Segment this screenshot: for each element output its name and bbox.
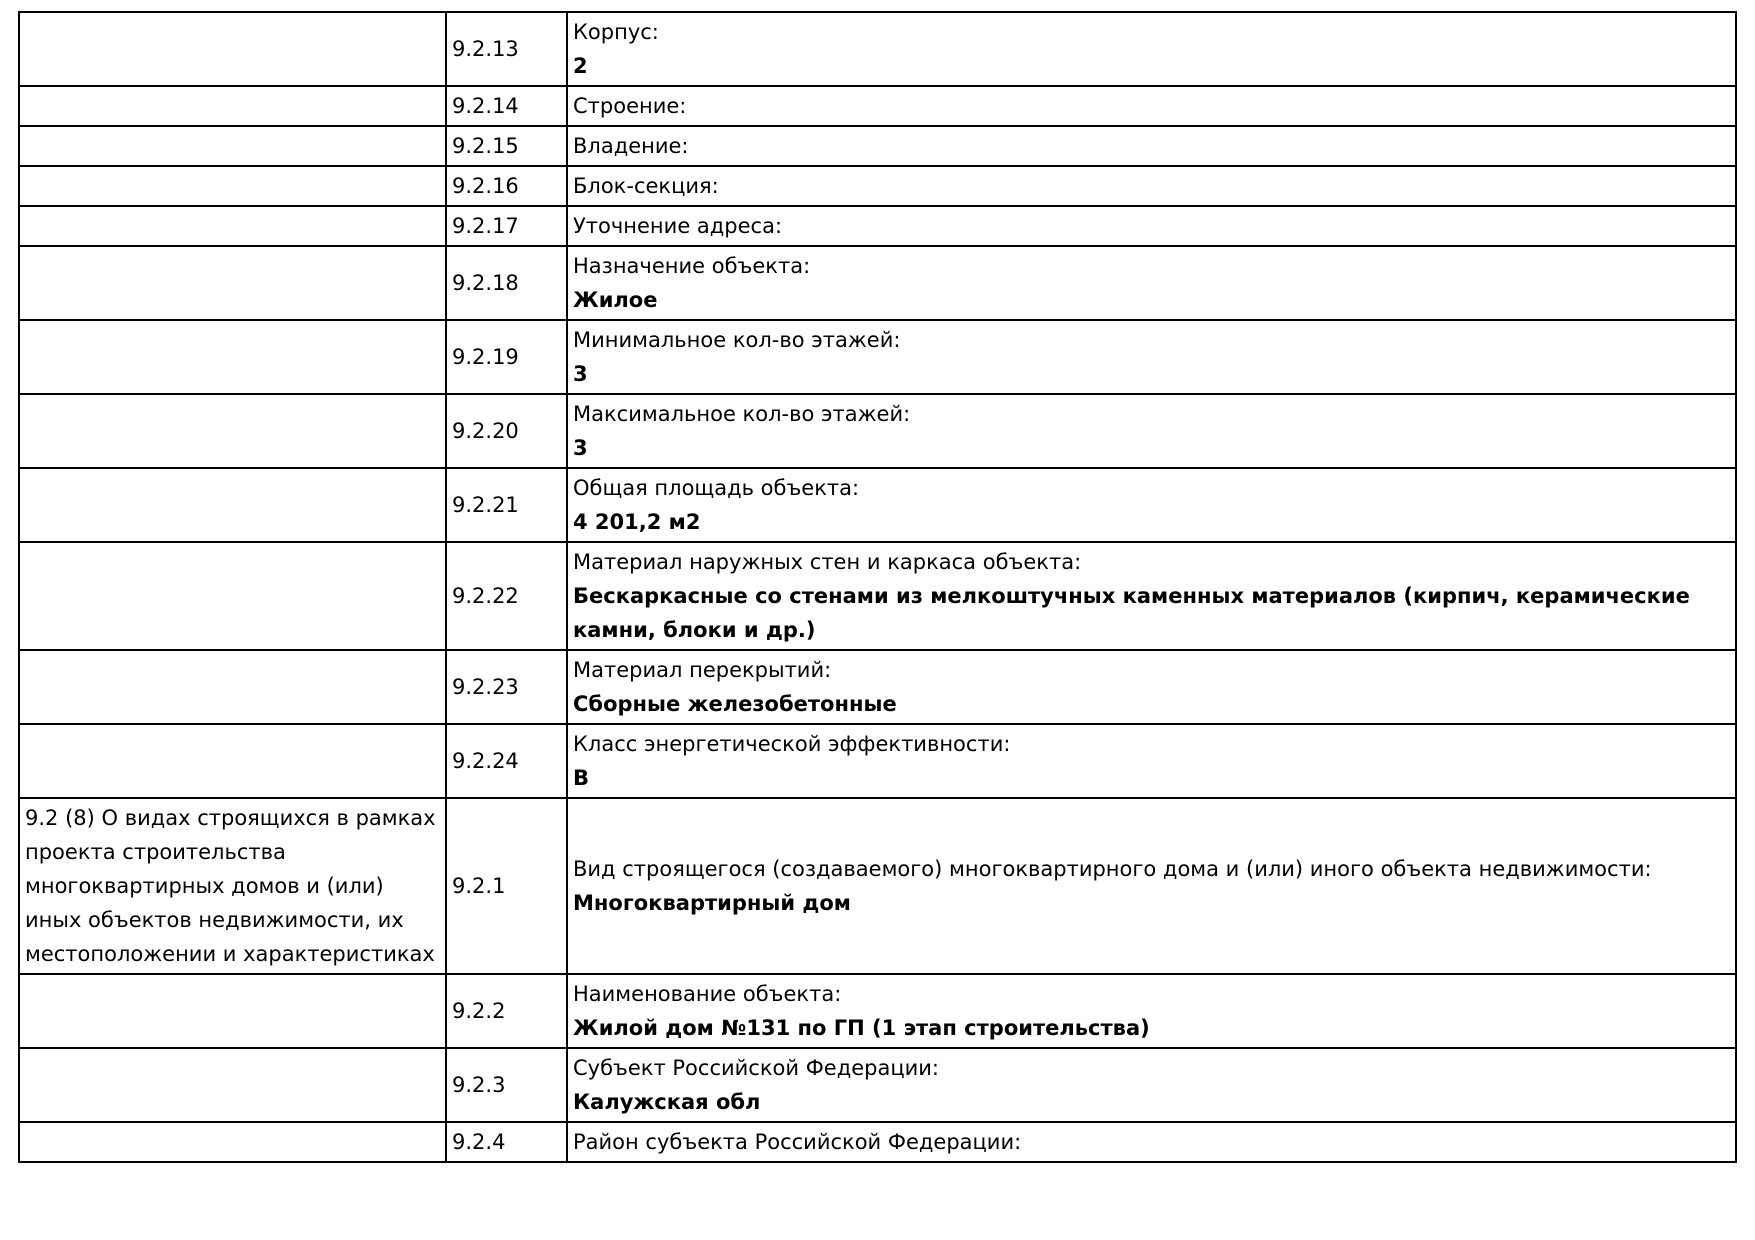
code-cell xyxy=(446,724,567,798)
table-row xyxy=(19,724,1736,798)
row-code: 9.2.21 xyxy=(452,493,519,517)
table-row xyxy=(19,1122,1736,1162)
field-label: Строение: xyxy=(573,94,687,118)
section-cell xyxy=(19,798,446,974)
field-cell xyxy=(567,12,1736,86)
table-row xyxy=(19,468,1736,542)
section-cell xyxy=(19,468,446,542)
code-cell xyxy=(446,166,567,206)
row-code: 9.2.24 xyxy=(452,749,519,773)
section-cell xyxy=(19,974,446,1048)
document-page xyxy=(18,11,1737,1163)
field-cell xyxy=(567,798,1736,974)
section-cell xyxy=(19,724,446,798)
section-cell xyxy=(19,542,446,650)
field-label: Вид строящегося (создаваемого) многоквартирного дома и (или) иного объекта недвижимости: xyxy=(573,857,1652,881)
section-cell xyxy=(19,86,446,126)
field-label: Класс энергетической эффективности: xyxy=(573,732,1011,756)
field-label: Материал наружных стен и каркаса объекта: xyxy=(573,550,1082,574)
row-code: 9.2.1 xyxy=(452,874,506,898)
section-cell xyxy=(19,1122,446,1162)
code-cell xyxy=(446,206,567,246)
field-cell xyxy=(567,166,1736,206)
table-row xyxy=(19,246,1736,320)
field-label: Владение: xyxy=(573,134,689,158)
field-label: Материал перекрытий: xyxy=(573,658,832,682)
section-cell xyxy=(19,246,446,320)
section-cell xyxy=(19,320,446,394)
field-value: Сборные железобетонные xyxy=(573,692,897,716)
field-cell xyxy=(567,246,1736,320)
table-row xyxy=(19,650,1736,724)
code-cell xyxy=(446,1048,567,1122)
field-cell xyxy=(567,724,1736,798)
field-label: Корпус: xyxy=(573,20,659,44)
field-label: Общая площадь объекта: xyxy=(573,476,860,500)
field-value: Жилой дом №131 по ГП (1 этап строительства) xyxy=(573,1016,1150,1040)
field-value: В xyxy=(573,766,590,790)
table-row xyxy=(19,206,1736,246)
row-code: 9.2.22 xyxy=(452,584,519,608)
row-code: 9.2.20 xyxy=(452,419,519,443)
field-label: Минимальное кол-во этажей: xyxy=(573,328,901,352)
field-label: Наименование объекта: xyxy=(573,982,842,1006)
declaration-table xyxy=(18,11,1737,1163)
code-cell xyxy=(446,320,567,394)
field-cell xyxy=(567,86,1736,126)
section-cell xyxy=(19,206,446,246)
row-code: 9.2.18 xyxy=(452,271,519,295)
code-cell xyxy=(446,542,567,650)
table-row xyxy=(19,1048,1736,1122)
field-value: Многоквартирный дом xyxy=(573,891,851,915)
code-cell xyxy=(446,650,567,724)
field-cell xyxy=(567,1048,1736,1122)
field-value: 3 xyxy=(573,362,588,386)
section-cell xyxy=(19,650,446,724)
row-code: 9.2.14 xyxy=(452,94,519,118)
field-label: Уточнение адреса: xyxy=(573,214,783,238)
code-cell xyxy=(446,394,567,468)
field-cell xyxy=(567,542,1736,650)
field-cell xyxy=(567,650,1736,724)
field-value: Жилое xyxy=(573,288,658,312)
code-cell xyxy=(446,12,567,86)
row-code: 9.2.15 xyxy=(452,134,519,158)
row-code: 9.2.3 xyxy=(452,1073,506,1097)
field-label: Максимальное кол-во этажей: xyxy=(573,402,911,426)
field-label: Район субъекта Российской Федерации: xyxy=(573,1130,1022,1154)
field-cell xyxy=(567,468,1736,542)
table-row xyxy=(19,542,1736,650)
table-row xyxy=(19,86,1736,126)
field-label: Назначение объекта: xyxy=(573,254,811,278)
field-cell xyxy=(567,206,1736,246)
field-value: Калужская обл xyxy=(573,1090,761,1114)
row-code: 9.2.17 xyxy=(452,214,519,238)
section-cell xyxy=(19,166,446,206)
table-row xyxy=(19,12,1736,86)
section-cell xyxy=(19,12,446,86)
row-code: 9.2.19 xyxy=(452,345,519,369)
field-value: 3 xyxy=(573,436,588,460)
field-value: 2 xyxy=(573,54,588,78)
code-cell xyxy=(446,1122,567,1162)
table-row xyxy=(19,394,1736,468)
table-row xyxy=(19,166,1736,206)
code-cell xyxy=(446,86,567,126)
field-value: Бескаркасные со стенами из мелкоштучных каменных материалов (кирпич, керамические камни, блоки и др.) xyxy=(573,584,1690,642)
table-row xyxy=(19,798,1736,974)
table-row xyxy=(19,974,1736,1048)
field-cell xyxy=(567,394,1736,468)
code-cell xyxy=(446,468,567,542)
code-cell xyxy=(446,126,567,166)
table-body xyxy=(19,12,1736,1162)
row-code: 9.2.16 xyxy=(452,174,519,198)
row-code: 9.2.23 xyxy=(452,675,519,699)
code-cell xyxy=(446,798,567,974)
field-cell xyxy=(567,320,1736,394)
code-cell xyxy=(446,246,567,320)
field-cell xyxy=(567,1122,1736,1162)
section-title: 9.2 (8) О видах строящихся в рамках проекта строительства многоквартирных домов и (или) иных объектов недвижимости, их местоположении и характеристиках xyxy=(25,806,436,966)
row-code: 9.2.4 xyxy=(452,1130,506,1154)
field-label: Субъект Российской Федерации: xyxy=(573,1056,939,1080)
field-cell xyxy=(567,126,1736,166)
field-label: Блок-секция: xyxy=(573,174,719,198)
field-value: 4 201,2 м2 xyxy=(573,510,701,534)
section-cell xyxy=(19,1048,446,1122)
table-row xyxy=(19,320,1736,394)
table-row xyxy=(19,126,1736,166)
section-cell xyxy=(19,394,446,468)
field-cell xyxy=(567,974,1736,1048)
code-cell xyxy=(446,974,567,1048)
row-code: 9.2.13 xyxy=(452,37,519,61)
row-code: 9.2.2 xyxy=(452,999,506,1023)
section-cell xyxy=(19,126,446,166)
